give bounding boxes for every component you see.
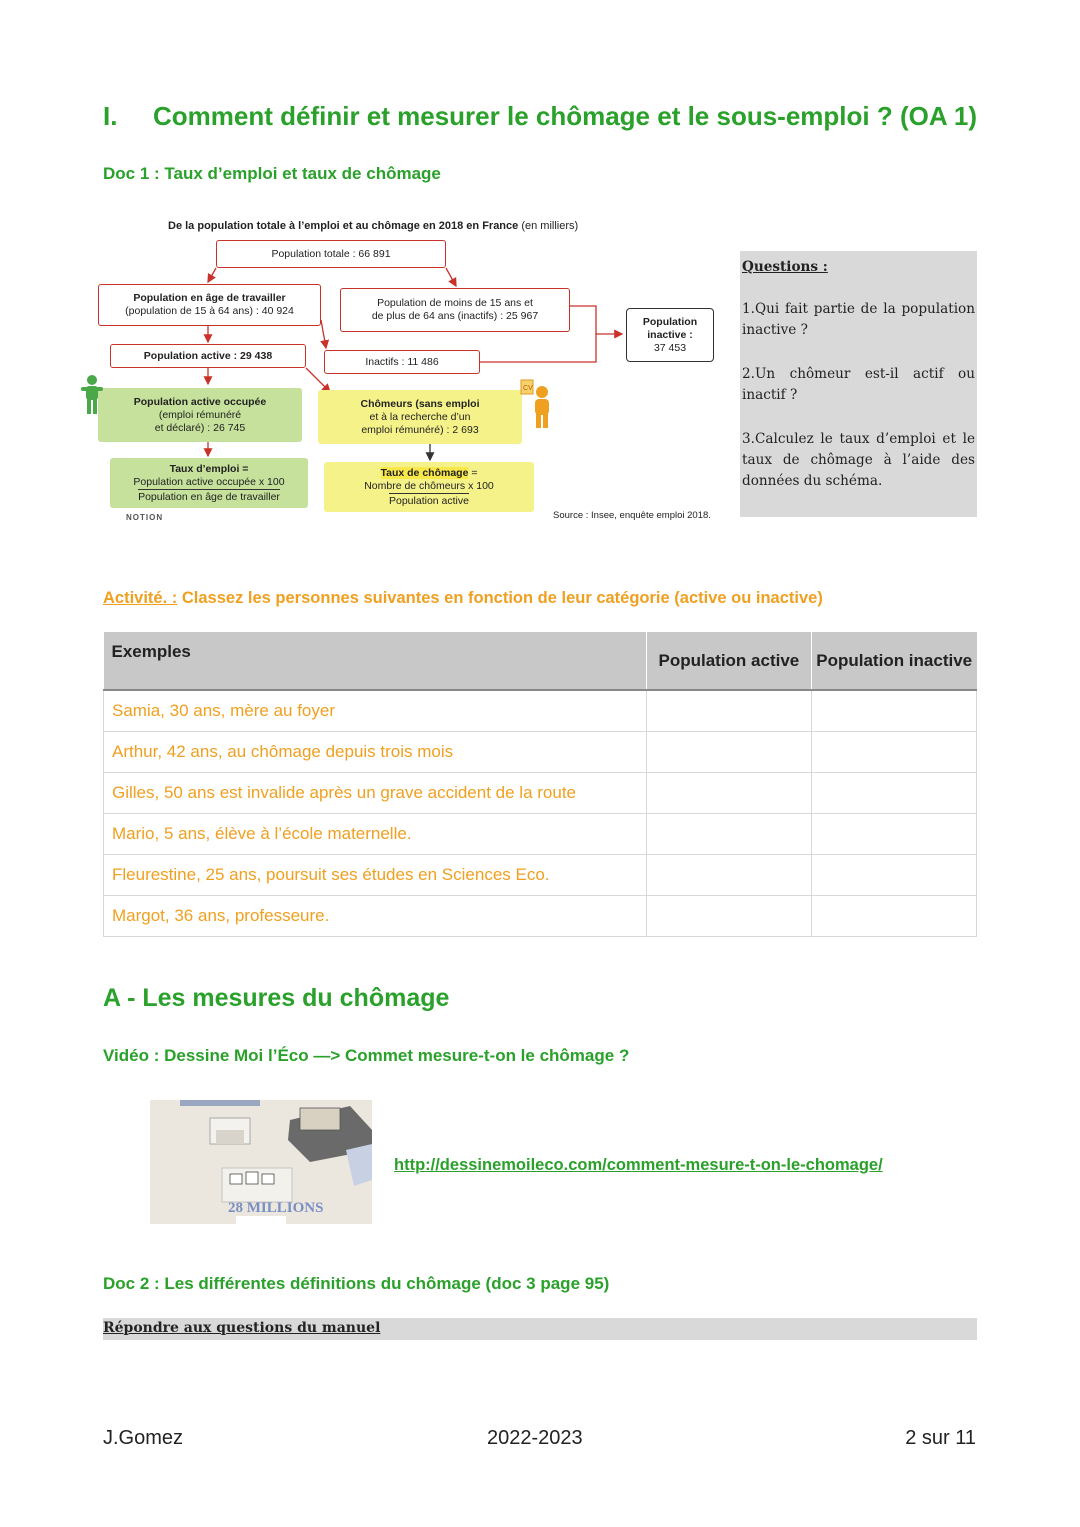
doc2-title: Doc 2 : Les différentes définitions du chômage (doc 3 page 95) [103,1274,610,1293]
box-chomeurs: Chômeurs (sans emploi et à la recherche d’un emploi rémunéré) : 2 693 [318,390,522,444]
example-cell: Margot, 36 ans, professeure. [104,895,647,936]
table-row [104,690,977,731]
example-cell: Gilles, 50 ans est invalide après un grave accident de la route [104,772,647,813]
inactive-cell[interactable] [811,731,976,772]
active-cell[interactable] [646,772,811,813]
active-cell[interactable] [646,854,811,895]
person-employed-icon [80,374,104,418]
box-inactifs: Inactifs : 11 486 [324,350,480,374]
box-population-active-occupee: Population active occupée (emploi rémunéré et déclaré) : 26 745 [98,388,302,442]
questions-title: Questions : [742,259,828,275]
activity-instruction [103,589,823,608]
box-taux-chomage: Taux de chômage = Nombre de chômeurs x 100 Population active [324,462,534,512]
inactive-cell[interactable] [811,854,976,895]
video-title: Vidéo : Dessine Moi l’Éco —> Commet mesure-t-on le chômage ? [103,1046,630,1065]
section-title [103,101,977,132]
footer-page-number: 2 sur 11 [905,1427,976,1449]
header-population-inactive: Population inactive [811,632,976,690]
header-population-active: Population active [646,632,811,690]
example-cell: Samia, 30 ans, mère au foyer [104,690,647,731]
diagram-title: De la population totale à l’emploi et au chômage en 2018 en France (en milliers) [168,220,579,232]
person-unemployed-cv-icon [520,378,554,430]
header-exemples: Exemples [104,632,647,690]
footer-author: J.Gomez [103,1427,184,1449]
diagram-source: Source : Insee, enquête emploi 2018. [553,510,711,521]
question-1: 1.Qui fait partie de la population inactive ? [742,301,975,338]
svg-text:CV: CV [523,385,533,392]
inactive-cell[interactable] [811,895,976,936]
example-cell: Arthur, 42 ans, au chômage depuis trois mois [104,731,647,772]
footer-year: 2022-2023 [487,1427,583,1449]
diagram-title-unit: (en milliers) [521,220,579,232]
table-row [104,895,977,936]
example-cell: Fleurestine, 25 ans, poursuit ses études en Sciences Eco. [104,854,647,895]
section-title-text: Comment définir et mesurer le chômage et le sous-emploi ? (OA 1) [153,101,977,131]
box-population-inactive: Population inactive : 37 453 [626,308,714,362]
questions-panel [740,251,977,517]
box-population-totale: Population totale : 66 891 [216,240,446,268]
box-population-active: Population active : 29 438 [110,344,306,368]
video-link[interactable]: http://dessinemoileco.com/comment-mesure-t-on-le-chomage/ [394,1156,883,1174]
instruction-bar [103,1318,977,1340]
doc1-title: Doc 1 : Taux d’emploi et taux de chômage [103,164,441,183]
notion-label: NOTION [126,513,164,522]
table-header-row [104,632,977,690]
activity-label: Activité. : [103,589,178,607]
inactive-cell[interactable] [811,690,976,731]
classification-table [103,632,977,937]
question-3: 3.Calculez le taux d’emploi et le taux de chômage à l’aide des données du schéma. [742,431,975,489]
question-2: 2.Un chômeur est-il actif ou inactif ? [742,366,975,403]
video-thumbnail[interactable] [150,1100,372,1224]
active-cell[interactable] [646,895,811,936]
box-taux-emploi: Taux d’emploi = Population active occupée x 100 Population en âge de travailler [110,458,308,508]
active-cell[interactable] [646,690,811,731]
table-row [104,731,977,772]
instruction-text: Répondre aux questions du manuel [103,1320,381,1336]
table-row [104,854,977,895]
active-cell[interactable] [646,731,811,772]
inactive-cell[interactable] [811,813,976,854]
example-cell: Mario, 5 ans, élève à l’école maternelle. [104,813,647,854]
active-cell[interactable] [646,813,811,854]
inactive-cell[interactable] [811,772,976,813]
box-population-age-travailler: Population en âge de travailler (population de 15 à 64 ans) : 40 924 [98,284,321,326]
section-number: I. [103,101,118,131]
population-diagram [80,212,730,532]
video-illustration [150,1100,372,1224]
svg-text:28 MILLIONS: 28 MILLIONS [228,1200,324,1216]
table-row [104,813,977,854]
box-population-moins-15: Population de moins de 15 ans et de plus de 64 ans (inactifs) : 25 967 [340,288,570,332]
subsection-title: A - Les mesures du chômage [103,984,450,1012]
table-row [104,772,977,813]
activity-text: Classez les personnes suivantes en fonction de leur catégorie (active ou inactive) [177,589,823,607]
